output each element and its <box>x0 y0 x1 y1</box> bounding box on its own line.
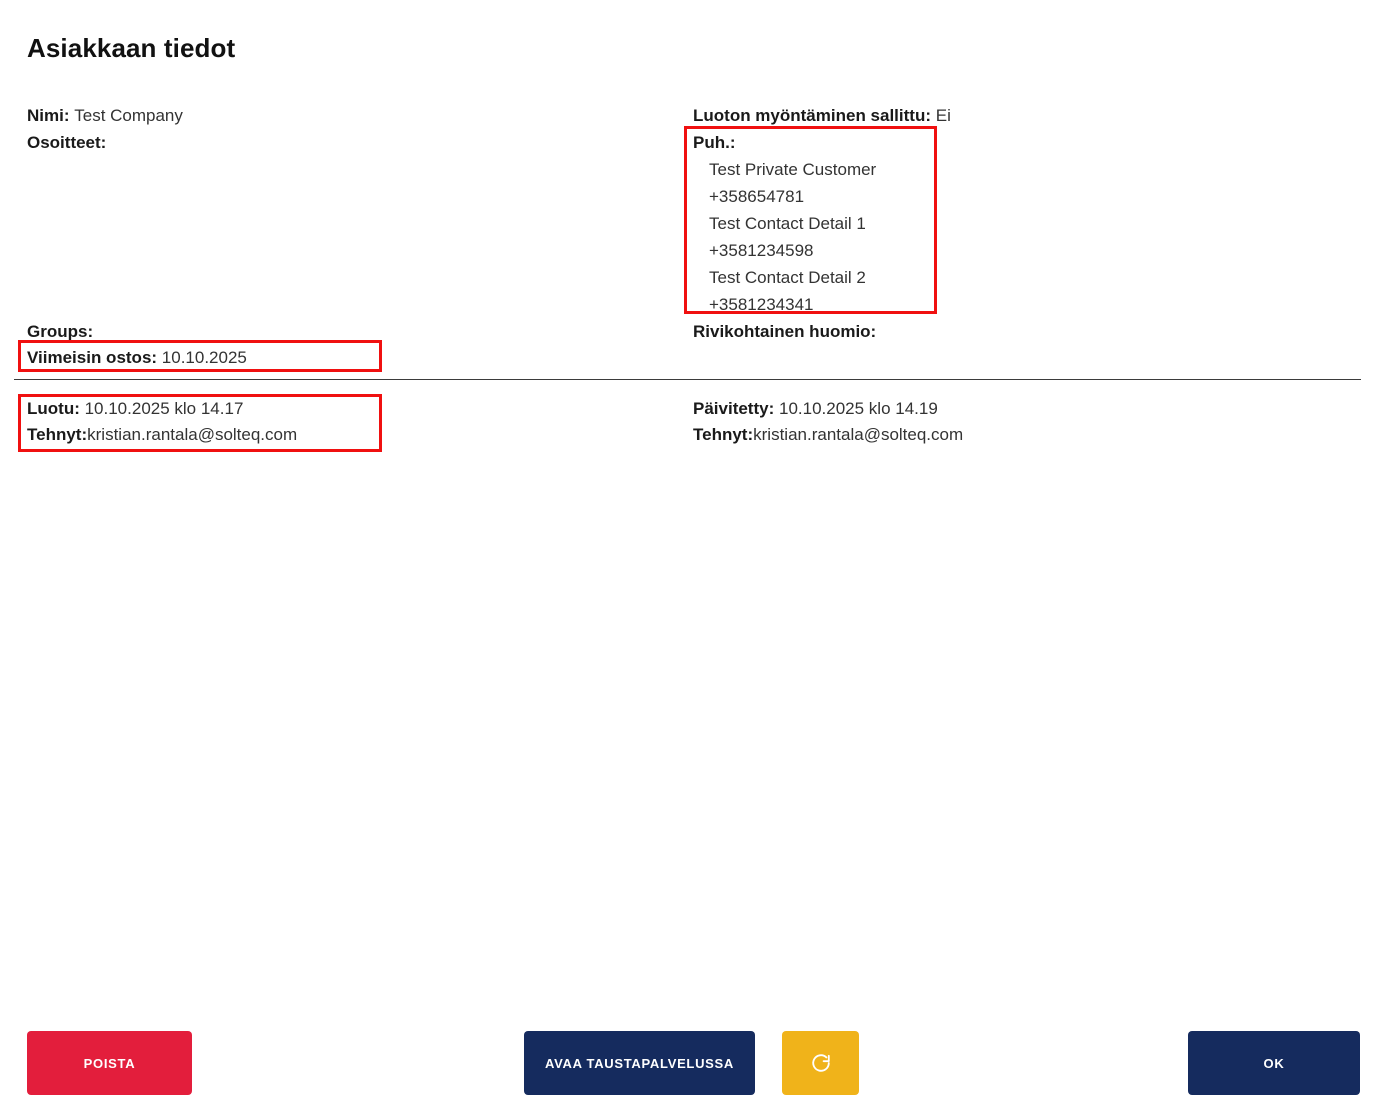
updated-value: 10.10.2025 klo 14.19 <box>778 399 938 418</box>
phone-list <box>709 156 1333 318</box>
list-item: Test Private Customer <box>709 160 877 179</box>
customer-name-label: Nimi <box>27 106 64 125</box>
credit-allowed-separator: : <box>925 106 936 125</box>
created-value: 10.10.2025 klo 14.17 <box>84 399 244 418</box>
credit-allowed-label: Luoton myöntäminen sallittu <box>693 106 926 125</box>
last-purchase-row <box>27 344 247 371</box>
created-meta-block <box>27 396 297 448</box>
credit-allowed-row <box>693 102 1333 129</box>
list-item: Test Contact Detail 2 <box>709 268 866 287</box>
created-separator: : <box>74 399 85 418</box>
customer-name-row <box>27 102 647 129</box>
addresses-row <box>27 129 647 156</box>
last-purchase-label: Viimeisin ostos: <box>27 348 158 367</box>
list-item: Test Contact Detail 1 <box>709 214 866 233</box>
refresh-button[interactable] <box>782 1031 859 1095</box>
created-row <box>27 396 297 422</box>
created-by-label: Tehnyt <box>27 425 82 444</box>
row-note-label: Rivikohtainen huomio: <box>693 322 877 341</box>
phone-label: Puh.: <box>693 133 736 152</box>
updated-meta-block <box>693 396 963 448</box>
customer-left-column <box>27 102 647 156</box>
created-by-value: kristian.rantala@solteq.com <box>87 425 298 444</box>
credit-allowed-value: Ei <box>935 106 951 125</box>
phone-label-row <box>693 129 1333 156</box>
delete-button[interactable]: POISTA <box>27 1031 192 1095</box>
dialog-footer <box>0 1031 1374 1095</box>
created-label: Luotu <box>27 399 75 418</box>
page-title: Asiakkaan tiedot <box>27 33 236 63</box>
updated-separator: : <box>768 399 779 418</box>
groups-label: Groups: <box>27 322 94 341</box>
updated-row <box>693 396 963 422</box>
list-item: +3581234598 <box>709 241 814 260</box>
updated-by-separator: : <box>747 425 754 444</box>
list-item: +358654781 <box>709 187 805 206</box>
refresh-icon <box>810 1052 832 1074</box>
customer-name-value: Test Company <box>74 106 183 125</box>
last-purchase-value: 10.10.2025 <box>161 348 247 367</box>
list-item: +3581234341 <box>709 295 814 314</box>
customer-name-separator: : <box>63 106 75 125</box>
addresses-label: Osoitteet: <box>27 133 107 152</box>
open-in-background-service-button[interactable]: AVAA TAUSTAPALVELUSSA <box>524 1031 755 1095</box>
row-note-row <box>693 318 876 345</box>
ok-button[interactable]: OK <box>1188 1031 1360 1095</box>
updated-by-value: kristian.rantala@solteq.com <box>753 425 964 444</box>
groups-row <box>27 318 93 345</box>
created-by-row <box>27 422 297 448</box>
customer-right-column <box>693 102 1333 318</box>
section-divider <box>14 379 1361 380</box>
created-by-separator: : <box>81 425 88 444</box>
updated-by-label: Tehnyt <box>693 425 748 444</box>
updated-label: Päivitetty <box>693 399 769 418</box>
updated-by-row <box>693 422 963 448</box>
